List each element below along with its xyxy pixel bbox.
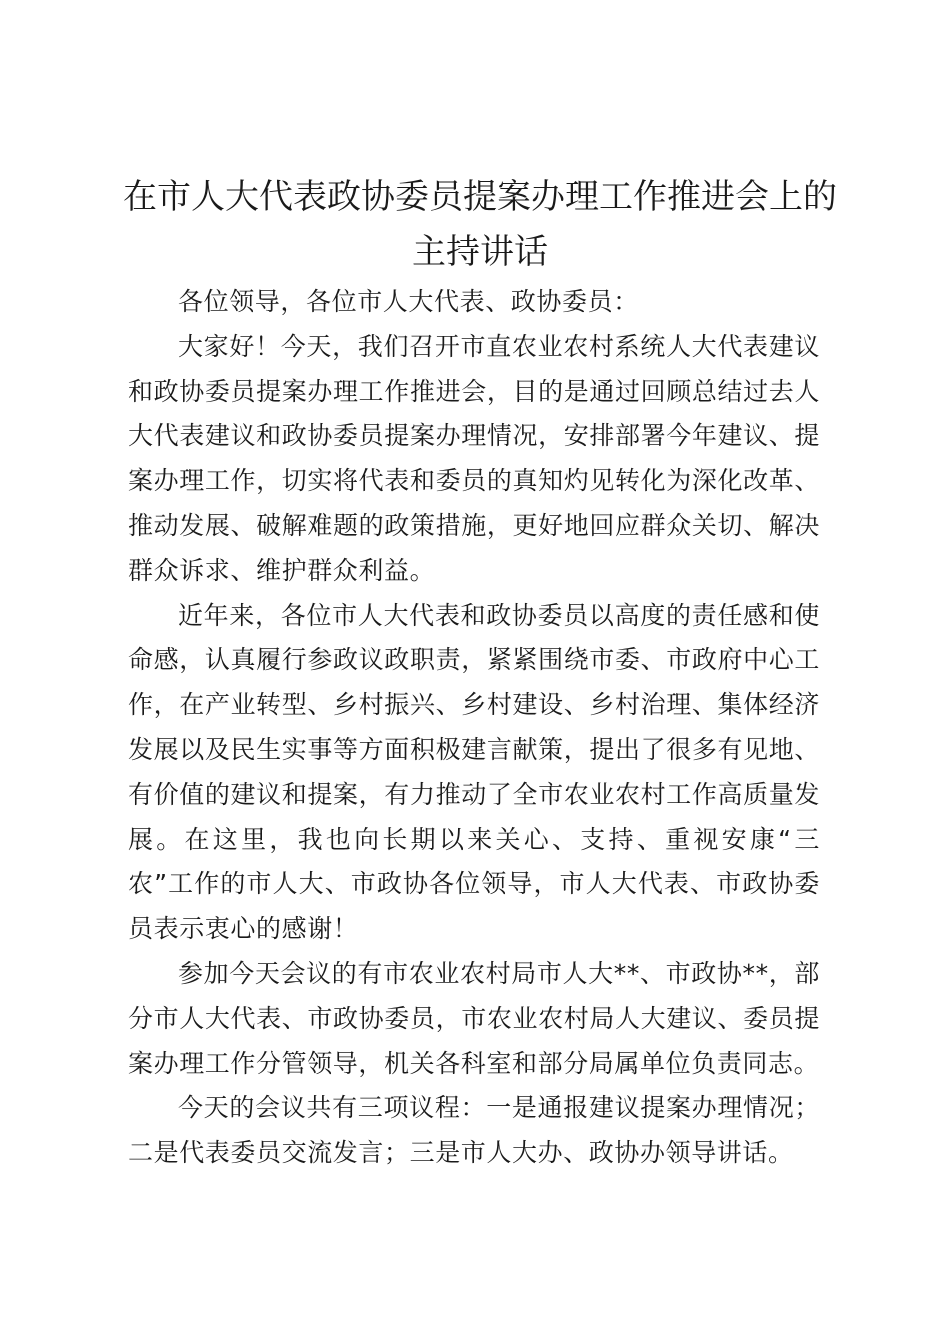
acknowledgement-paragraph: 近年来，各位市人大代表和政协委员以高度的责任感和使命感，认真履行参政议政职责，紧紧围绕市委、市政府中心工作，在产业转型、乡村振兴、乡村建设、乡村治理、集体经济发展以及民生实事等方面积极建言献策，提出了很多有见地、有价值的建议和提案，有力推动了全市农业农村工作高质量发展。在这里，我也向长期以来关心、支持、重视安康“三农”工作的市人大、市政协各位领导，市人大代表、市政协委员表示衷心的感谢！ xyxy=(128,600,820,944)
salutation-paragraph: 各位领导，各位市人大代表、政协委员： xyxy=(178,287,639,316)
opening-paragraph: 大家好！今天，我们召开市直农业农村系统人大代表建议和政协委员提案办理工作推进会，目的是通过回顾总结过去人大代表建议和政协委员提案办理情况，安排部署今年建议、提案办理工作，切实将代表和委员的真知灼见转化为深化改革、推动发展、破解难题的政策措施，更好地回应群众关切、解决群众诉求、维护群众利益。 xyxy=(128,331,820,585)
document-title: 在市人大代表政协委员提案办理工作推进会上的主持讲话 xyxy=(123,177,837,272)
agenda-paragraph: 今天的会议共有三项议程：一是通报建议提案办理情况；二是代表委员交流发言；三是市人大办、政协办领导讲话。 xyxy=(128,1093,820,1168)
attendees-paragraph: 参加今天会议的有市农业农村局市人大**、市政协**，部分市人大代表、市政协委员，市农业农村局人大建议、委员提案办理工作分管领导，机关各科室和部分局属单位负责同志。 xyxy=(128,958,820,1078)
document-body xyxy=(128,280,820,1176)
